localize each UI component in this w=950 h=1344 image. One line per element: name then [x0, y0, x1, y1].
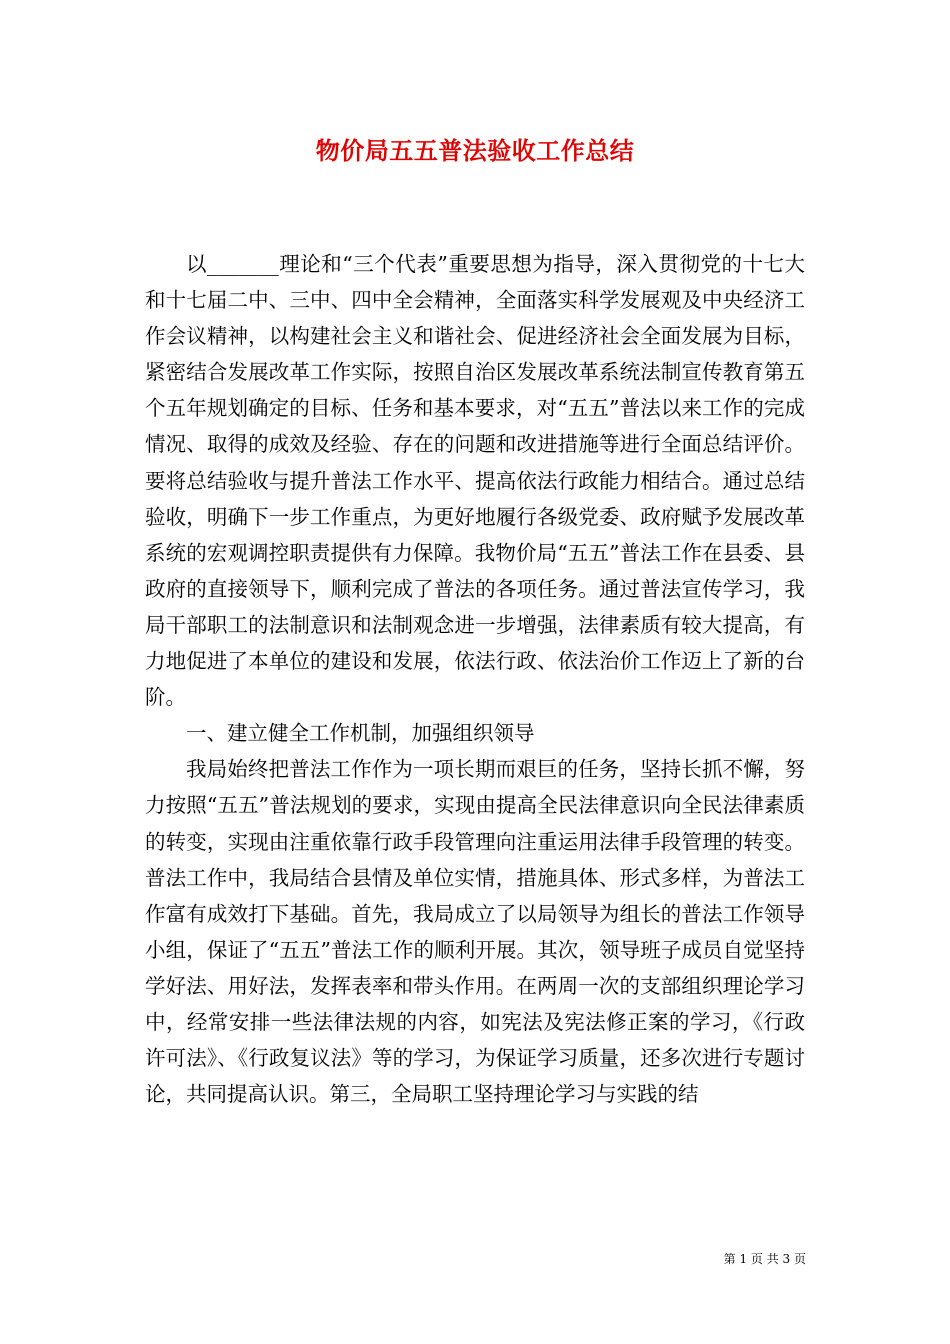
body-paragraph-section-1: 我局始终把普法工作作为一项长期而艰巨的任务，坚持长抓不懈，努力按照“五五”普法规划的要求，实现由提高全民法律意识向全民法律素质的转变，实现由注重依靠行政手段管理向注重运用法律手段管理的转变。普法工作中，我局结合县情及单位实情，措施具体、形式多样，为普法工作富有成效打下基础。首先，我局成立了以局领导为组长的普法工作领导小组，保证了“五五”普法工作的顺利开展。其次，领导班子成员自觉坚持学好法、用好法，发挥表率和带头作用。在两周一次的支部组织理论学习中，经常安排一些法律法规的内容，如宪法及宪法修正案的学习，《行政许可法》、《行政复议法》等的学习，为保证学习质量，还多次进行专题讨论，共同提高认识。第三，全局职工坚持理论学习与实践的结	[145, 757, 805, 1107]
document-body	[145, 246, 805, 1112]
section-heading-1: 一、建立健全工作机制，加强组织领导	[186, 721, 535, 746]
body-paragraph-intro: 以_______理论和“三个代表”重要思想为指导，深入贯彻党的十七大和十七届二中、三中、四中全会精神，全面落实科学发展观及中央经济工作会议精神，以构建社会主义和谐社会、促进经济社会全面发展为目标，紧密结合发展改革工作实际，按照自治区发展改革系统法制宣传教育第五个五年规划确定的目标、任务和基本要求，对“五五”普法以来工作的完成情况、取得的成效及经验、存在的问题和改进措施等进行全面总结评价。要将总结验收与提升普法工作水平、提高依法行政能力相结合。通过总结验收，明确下一步工作重点，为更好地履行各级党委、政府赋予发展改革系统的宏观调控职责提供有力保障。我物价局“五五”普法工作在县委、县政府的直接领导下，顺利完成了普法的各项任务。通过普法宣传学习，我局干部职工的法制意识和法制观念进一步增强，法律素质有较大提高，有力地促进了本单位的建设和发展，依法行政、依法治价工作迈上了新的台阶。	[145, 252, 805, 710]
document-title: 物价局五五普法验收工作总结	[315, 136, 635, 165]
page-number-footer: 第 1 页 共 3 页	[723, 1252, 806, 1266]
